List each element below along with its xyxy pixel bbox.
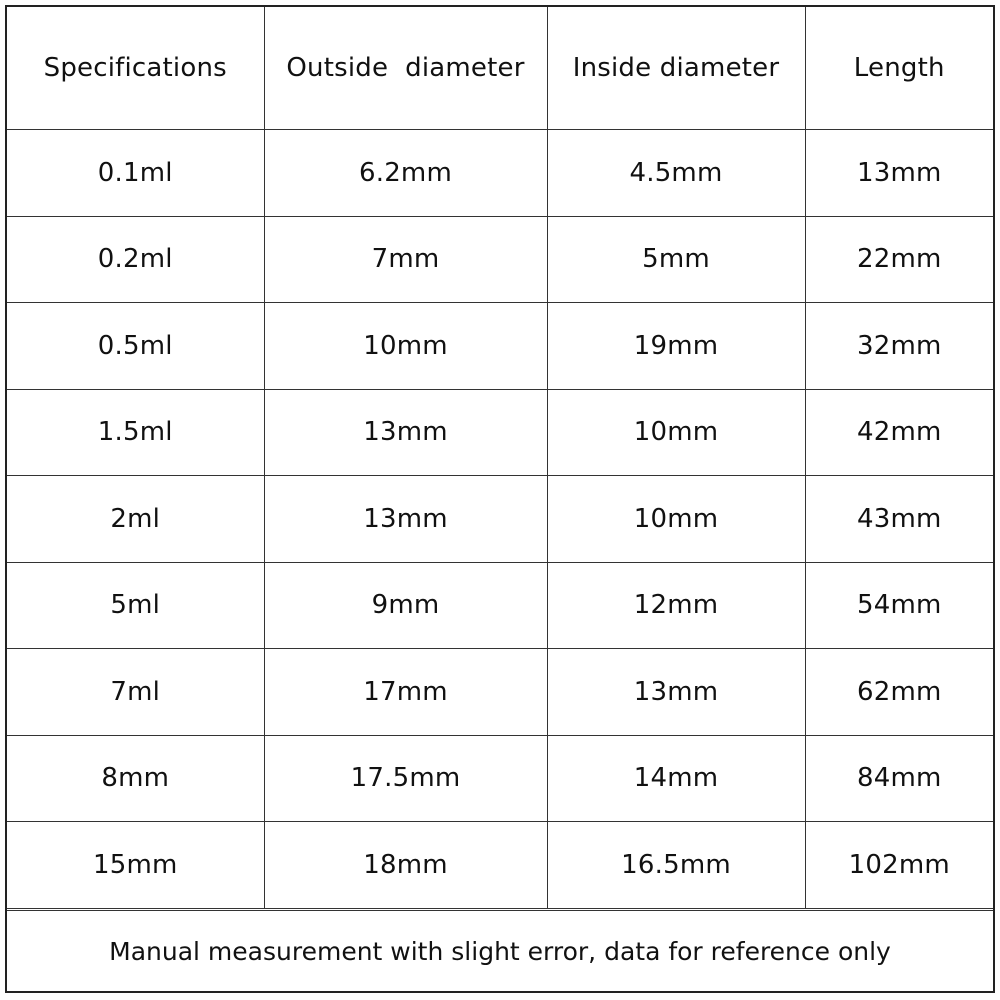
header-specifications: Specifications bbox=[7, 7, 264, 130]
table-row bbox=[7, 649, 993, 736]
cell-length: 84mm bbox=[805, 735, 993, 822]
cell-inside-diameter: 14mm bbox=[547, 735, 805, 822]
cell-inside-diameter: 5mm bbox=[547, 216, 805, 303]
cell-inside-diameter: 10mm bbox=[547, 476, 805, 563]
cell-specification: 8mm bbox=[7, 735, 264, 822]
specifications-table bbox=[7, 7, 993, 909]
cell-outside-diameter: 13mm bbox=[264, 389, 547, 476]
cell-inside-diameter: 4.5mm bbox=[547, 130, 805, 217]
cell-length: 32mm bbox=[805, 303, 993, 390]
cell-inside-diameter: 12mm bbox=[547, 562, 805, 649]
table-row bbox=[7, 735, 993, 822]
cell-length: 42mm bbox=[805, 389, 993, 476]
cell-length: 22mm bbox=[805, 216, 993, 303]
cell-outside-diameter: 10mm bbox=[264, 303, 547, 390]
cell-specification: 0.2ml bbox=[7, 216, 264, 303]
table-row bbox=[7, 303, 993, 390]
cell-length: 43mm bbox=[805, 476, 993, 563]
cell-inside-diameter: 19mm bbox=[547, 303, 805, 390]
cell-length: 102mm bbox=[805, 822, 993, 909]
disclaimer-text: Manual measurement with slight error, data for reference only bbox=[109, 936, 891, 966]
header-row bbox=[7, 7, 993, 130]
header-length: Length bbox=[805, 7, 993, 130]
cell-specification: 15mm bbox=[7, 822, 264, 909]
table-row bbox=[7, 389, 993, 476]
spec-sheet bbox=[5, 5, 995, 993]
header-inside-diameter: Inside diameter bbox=[547, 7, 805, 130]
cell-outside-diameter: 13mm bbox=[264, 476, 547, 563]
cell-inside-diameter: 10mm bbox=[547, 389, 805, 476]
cell-outside-diameter: 17.5mm bbox=[264, 735, 547, 822]
cell-outside-diameter: 18mm bbox=[264, 822, 547, 909]
disclaimer-note bbox=[7, 910, 993, 991]
cell-length: 54mm bbox=[805, 562, 993, 649]
cell-inside-diameter: 16.5mm bbox=[547, 822, 805, 909]
cell-specification: 7ml bbox=[7, 649, 264, 736]
table-row bbox=[7, 216, 993, 303]
cell-specification: 1.5ml bbox=[7, 389, 264, 476]
cell-inside-diameter: 13mm bbox=[547, 649, 805, 736]
table-row bbox=[7, 822, 993, 909]
table-row bbox=[7, 130, 993, 217]
cell-outside-diameter: 17mm bbox=[264, 649, 547, 736]
cell-outside-diameter: 7mm bbox=[264, 216, 547, 303]
cell-length: 62mm bbox=[805, 649, 993, 736]
cell-specification: 5ml bbox=[7, 562, 264, 649]
cell-outside-diameter: 6.2mm bbox=[264, 130, 547, 217]
cell-outside-diameter: 9mm bbox=[264, 562, 547, 649]
cell-specification: 2ml bbox=[7, 476, 264, 563]
header-outside-diameter: Outside diameter bbox=[264, 7, 547, 130]
cell-specification: 0.5ml bbox=[7, 303, 264, 390]
table-row bbox=[7, 562, 993, 649]
cell-length: 13mm bbox=[805, 130, 993, 217]
table-row bbox=[7, 476, 993, 563]
cell-specification: 0.1ml bbox=[7, 130, 264, 217]
